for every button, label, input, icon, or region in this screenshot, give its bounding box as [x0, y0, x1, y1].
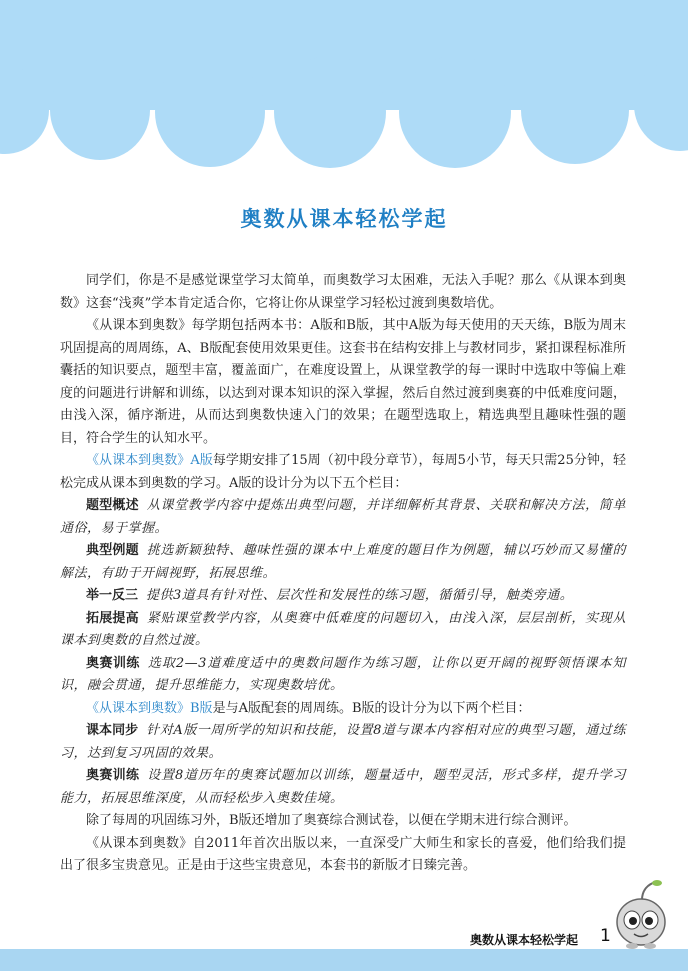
b-version-text: 是与A版配套的周周练。B版的设计分为以下两个栏目： [212, 700, 531, 716]
section-text: 设置8道历年的奥赛试题加以训练，题量适中，题型灵活，形式多样，提升学习能力，拓展思维深度，从而轻松步入奥数佳境。 [60, 768, 626, 806]
section-label: 题型概述 [86, 498, 139, 513]
closing-paragraph: 《从课本到奥数》自2011年首次出版以来，一直深受广大师生和家长的喜爱，他们给我们提出了很多宝贵意见。正是由于这些宝贵意见，本套书的新版才日臻完善。 [60, 835, 626, 873]
section-label: 拓展提高 [86, 610, 139, 626]
mascot-illustration [612, 880, 670, 952]
b-version-name: 《从课本到奥数》B版 [86, 700, 213, 716]
b-version-paragraph [60, 698, 626, 721]
b-extra-paragraph: 除了每周的巩固练习外，B版还增加了奥赛综合测试卷，以便在学期末进行综合测评。 [86, 813, 577, 828]
section-text: 选取2—3道难度适中的奥数问题作为练习题，让你以更开阔的视野领悟课本知识，融会贯通，提升思维能力，实现奥数培优。 [60, 655, 626, 693]
b-section [60, 720, 626, 765]
a-section [60, 653, 626, 698]
section-text: 提供3道具有针对性、层次性和发展性的练习题，循循引导，触类旁通。 [146, 588, 574, 603]
a-version-name: 《从课本到奥数》A版 [86, 453, 213, 468]
b-section [60, 765, 626, 810]
section-text: 紧贴课堂教学内容，从奥赛中低难度的问题切入，由浅入深，层层剖析，实现从课本到奥数的自然过渡。 [60, 610, 626, 648]
footer-title: 奥数从课本轻松学起 [470, 933, 579, 947]
a-version-text: 每学期安排了15周（初中段分章节），每周5小节，每天只需25分钟，轻松完成从课本到奥数的学习。A版的设计分为以下五个栏目： [60, 453, 627, 491]
section-text: 挑选新颖独特、趣味性强的课本中上难度的题目作为例题，辅以巧妙而又易懂的解法，有助于开阔视野，拓展思维。 [60, 543, 626, 581]
intro-paragraph: 同学们，你是不是感觉课堂学习太简单，而奥数学习太困难，无法入手呢？那么《从课本到奥数》这套“浅爽”学本肯定适合你，它将让你从课堂学习轻松过渡到奥数培优。 [60, 273, 626, 311]
overview-paragraph: 《从课本到奥数》每学期包括两本书：A版和B版，其中A版为每天使用的天天练，B版为周末巩固提高的周周练，A、B版配套使用效果更佳。这套书在结构安排上与教材同步，紧扣课程标准所囊括的知识要点，题型丰富，覆盖面广，在难度设置上，从课堂教学的每一课时中选取中等偏上难度的问题进行讲解和训练，以达到对课本知识的深入掌握，然后自然过渡到奥赛的中低难度问题，由浅入深，循序渐进，从而达到奥数快速入门的效果；在题型选取上，精选典型且趣味性强的题目，符合学生的认知水平。 [60, 318, 626, 446]
a-section [60, 585, 626, 608]
section-label: 奥赛训练 [86, 768, 140, 783]
section-label: 举一反三 [86, 588, 139, 603]
cloud-banner [0, 0, 688, 175]
section-label: 课本同步 [86, 723, 139, 738]
section-text: 针对A版一周所学的知识和技能，设置8道与课本内容相对应的典型习题，通过练习，达到复习巩固的效果。 [60, 723, 626, 761]
section-label: 典型例题 [86, 543, 139, 558]
a-section [60, 495, 626, 540]
a-section [60, 608, 626, 653]
article-body [60, 270, 626, 878]
a-version-paragraph [60, 450, 626, 495]
section-text: 从课堂教学内容中提炼出典型问题，并详细解析其背景、关联和解决方法，简单通俗，易于掌握。 [60, 498, 626, 536]
page-title: 奥数从课本轻松学起 [240, 207, 448, 231]
page-number: 1 [600, 926, 611, 946]
a-section [60, 540, 626, 585]
section-label: 奥赛训练 [86, 655, 140, 671]
footer-strip [0, 949, 688, 971]
